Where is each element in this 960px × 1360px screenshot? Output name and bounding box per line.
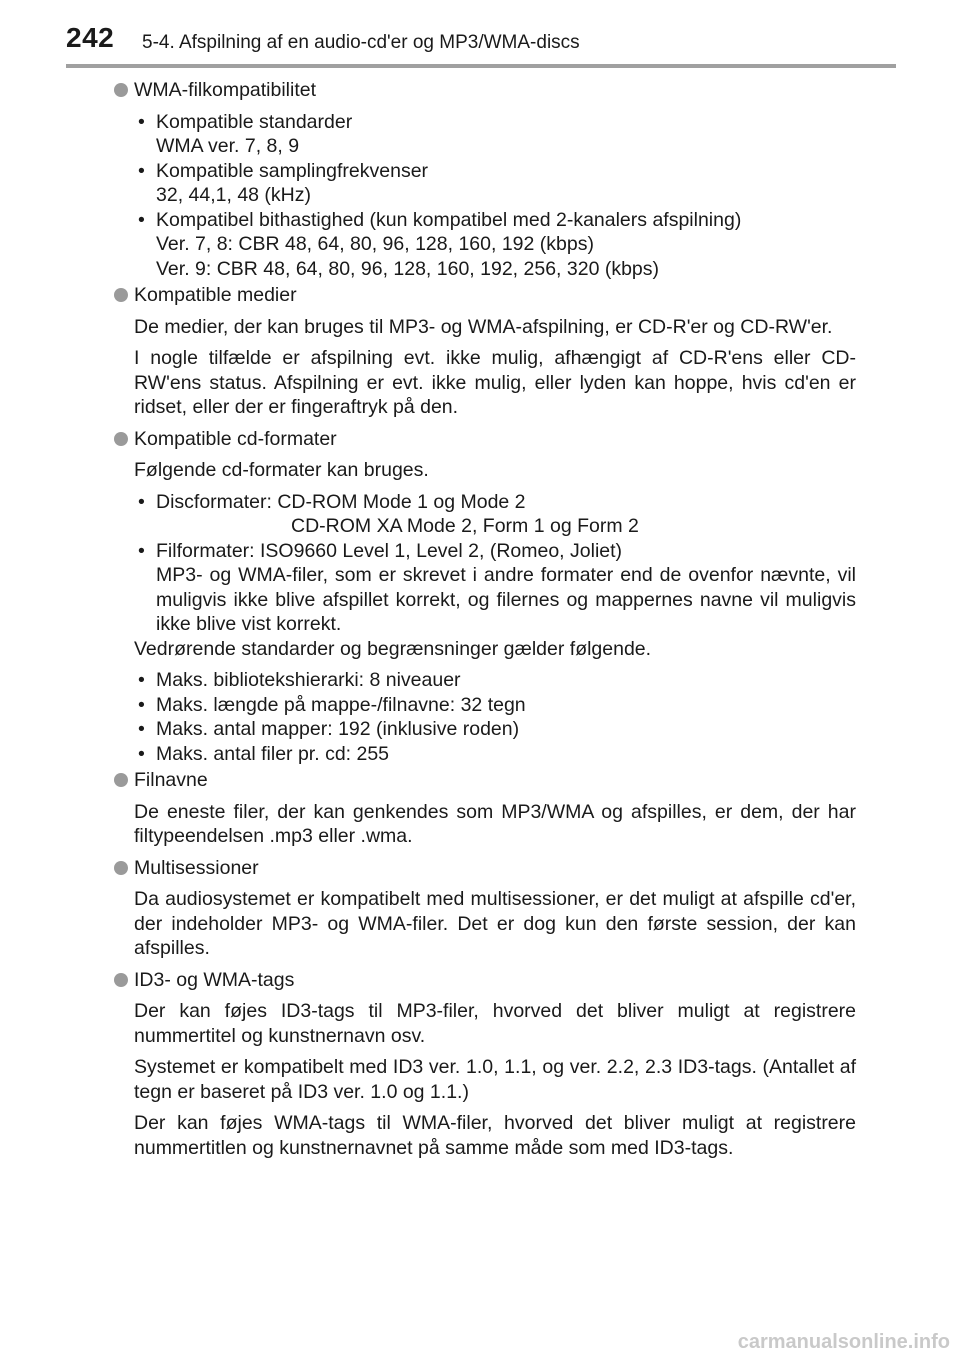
bullet-icon: •	[138, 669, 145, 691]
list-item-label: Maks. antal filer pr. cd: 255	[156, 742, 390, 765]
topic-bullet-icon	[114, 288, 128, 302]
topic-id3-wma-tags	[108, 968, 856, 993]
header-rule	[66, 64, 896, 68]
list-item-label: Discformater: CD-ROM Mode 1 og Mode 2	[156, 490, 526, 513]
bullet-icon: •	[138, 159, 145, 182]
paragraph: Der kan føjes WMA-tags til WMA-filer, hvorved det bliver muligt at registrere nummertitlen og kunstnernavnet på samme måde som med ID3-tags.	[134, 1112, 856, 1159]
bullet-list	[134, 668, 856, 766]
list-item	[134, 668, 856, 693]
topic-title: Kompatible medier	[134, 284, 297, 306]
topic-body	[108, 887, 856, 961]
topic-body	[108, 110, 856, 282]
page-header	[0, 0, 960, 70]
list-item-label: Kompatible samplingfrekvenser	[156, 159, 429, 182]
topic-bullet-icon	[114, 773, 128, 787]
list-item-label: Maks. længde på mappe-/filnavne: 32 tegn	[156, 693, 526, 716]
bullet-icon: •	[138, 110, 145, 133]
bullet-icon: •	[138, 208, 145, 231]
list-item-label: Maks. bibliotekshierarki: 8 niveauer	[156, 669, 461, 691]
paragraph: De medier, der kan bruges til MP3- og WMA-afspilning, er CD-R'er og CD-RW'er.	[134, 315, 833, 338]
list-item-line: Ver. 9: CBR 48, 64, 80, 96, 128, 160, 192, 256, 320 (kbps)	[156, 257, 660, 280]
topic-wma-compat	[108, 78, 856, 103]
topic-body	[108, 999, 856, 1160]
list-item	[134, 159, 856, 208]
list-item	[134, 717, 856, 742]
bullet-list	[134, 490, 856, 637]
topic-multisessions	[108, 856, 856, 881]
topic-compatible-media	[108, 283, 856, 308]
topic-bullet-icon	[114, 973, 128, 987]
list-item-line: WMA ver. 7, 8, 9	[156, 135, 300, 157]
topic-cd-formats	[108, 427, 856, 452]
topic-title: Multisessioner	[134, 856, 259, 879]
list-item	[134, 539, 856, 637]
topic-bullet-icon	[114, 861, 128, 875]
paragraph: Vedrørende standarder og begrænsninger gælder følgende.	[134, 637, 652, 660]
list-item-line: Ver. 7, 8: CBR 48, 64, 80, 96, 128, 160, 192 (kbps)	[156, 233, 594, 255]
list-item	[134, 110, 856, 159]
bullet-icon: •	[138, 539, 145, 562]
paragraph: De eneste filer, der kan genkendes som MP3/WMA og afspilles, er dem, der har filtypeendelsen .mp3 eller .wma.	[134, 800, 856, 847]
bullet-icon: •	[138, 718, 145, 740]
list-item	[134, 490, 856, 539]
section-title: 5-4. Afspilning af en audio-cd'er og MP3/WMA-discs	[142, 32, 580, 53]
topic-filenames	[108, 768, 856, 793]
topic-title: Kompatible cd-formater	[134, 427, 337, 450]
topic-title: ID3- og WMA-tags	[134, 968, 295, 991]
topic-bullet-icon	[114, 83, 128, 97]
list-item-line: CD-ROM XA Mode 2, Form 1 og Form 2	[291, 515, 639, 537]
bullet-icon: •	[138, 693, 145, 716]
topic-body	[108, 800, 856, 849]
bullet-icon: •	[138, 742, 145, 765]
topic-body	[108, 315, 856, 420]
list-item	[134, 693, 856, 718]
list-item-label: Filformater: ISO9660 Level 1, Level 2, (Romeo, Joliet)	[156, 539, 623, 562]
list-item-line: MP3- og WMA-filer, som er skrevet i andre formater end de ovenfor nævnte, vil muligvis ikke blive afspillet korrekt, og filernes og mappernes navne vil muligvis ikke blive vist korrekt.	[156, 564, 856, 635]
bullet-list	[134, 110, 856, 282]
topic-bullet-icon	[114, 432, 128, 446]
list-item-label: Maks. antal mapper: 192 (inklusive roden)	[156, 718, 520, 740]
bullet-icon: •	[138, 490, 145, 513]
paragraph: Der kan føjes ID3-tags til MP3-filer, hvorved det bliver muligt at registrere nummertitel og kunstnernavn osv.	[134, 1000, 856, 1047]
paragraph: Da audiosystemet er kompatibelt med multisessioner, er det muligt at afspille cd'er, der indeholder MP3- og WMA-filer. Det er dog kun den første session, der kan afspilles.	[134, 888, 856, 959]
paragraph: Systemet er kompatibelt med ID3 ver. 1.0, 1.1, og ver. 2.2, 2.3 ID3-tags. (Antallet af tegn er baseret på ID3 ver. 1.0 og 1.1.)	[134, 1056, 856, 1103]
list-item-line: 32, 44,1, 48 (kHz)	[156, 184, 311, 206]
list-item	[134, 742, 856, 767]
topic-body	[108, 458, 856, 766]
topic-title: WMA-filkompatibilitet	[134, 79, 317, 101]
paragraph: Følgende cd-formater kan bruges.	[134, 459, 429, 481]
page-number: 242	[66, 22, 115, 53]
topic-title: Filnavne	[134, 769, 208, 791]
list-item-label: Kompatible standarder	[156, 110, 353, 133]
list-item-label: Kompatibel bithastighed (kun kompatibel med 2-kanalers afspilning)	[156, 208, 742, 231]
page-content	[108, 76, 856, 1160]
list-item	[134, 208, 856, 282]
paragraph: I nogle tilfælde er afspilning evt. ikke mulig, afhængigt af CD-R'ens eller CD-RW'ens status. Afspilning er evt. ikke mulig, eller lyden kan hoppe, hvis cd'en er ridset, eller der er fingeraftryk på den.	[134, 347, 856, 418]
watermark: carmanualsonline.info	[737, 1331, 950, 1353]
